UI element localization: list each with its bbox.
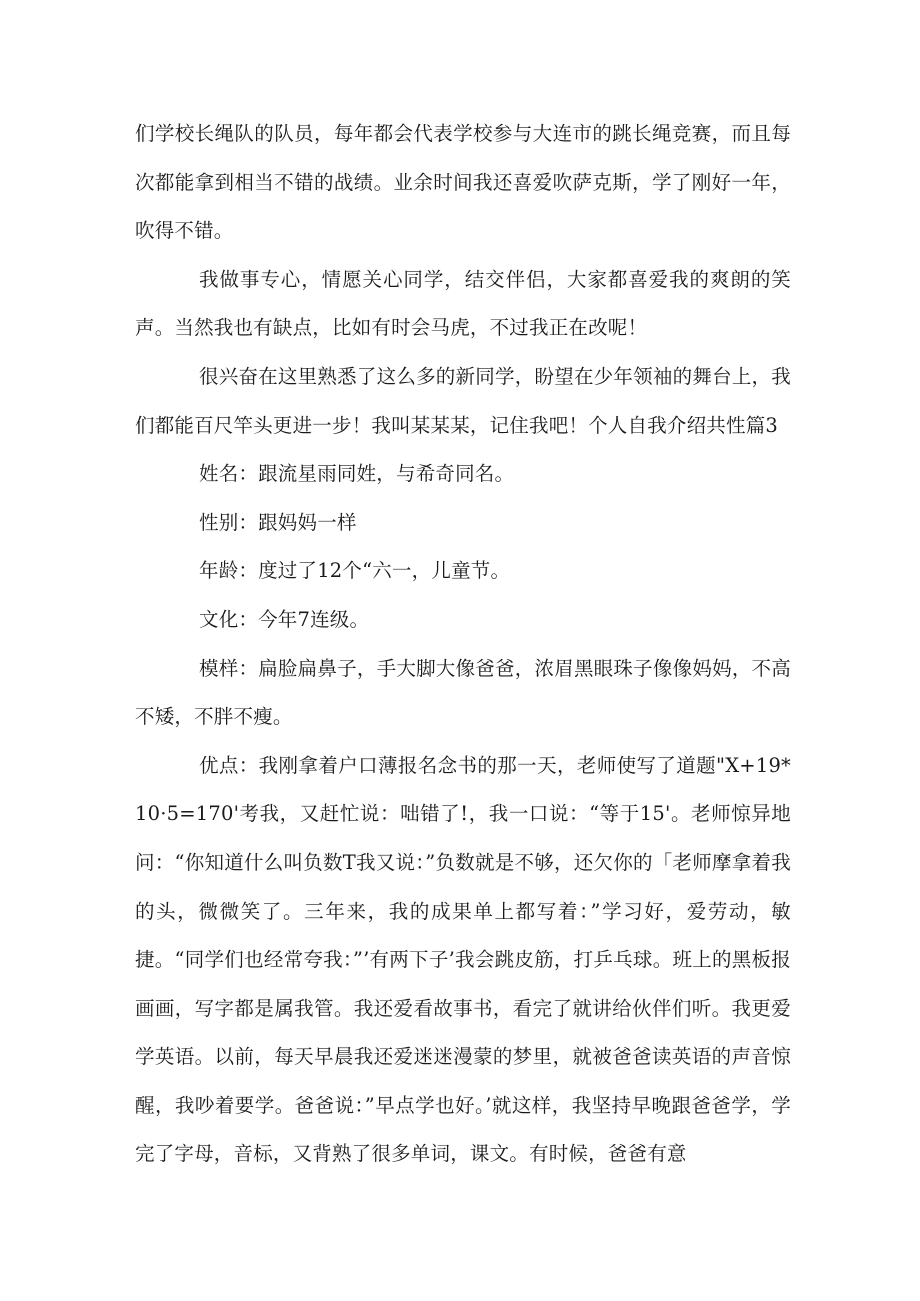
field-gender: 性别：跟妈妈一样 [199, 510, 357, 534]
field-age: 年龄：度过了12个“六一，儿童节。 [199, 559, 511, 583]
paragraph: 很兴奋在这里熟悉了这么多的新同学，盼望在少年领袖的舞台上，我们都能百尺竿头更进一步！我叫某某某，记住我吧！个人自我介绍共性篇3 [135, 364, 791, 437]
paragraph: 们学校长绳队的队员，每年都会代表学校参与大连市的跳长绳竞赛，而且每次都能拿到相当不错的战绩。业余时间我还喜爱吹萨克斯，学了刚好一年，吹得不错。 [135, 122, 791, 243]
field-strengths: 优点：我刚拿着户口薄报名念书的那一天，老师使写了道题"X+19*10·5=170'考我，又赶忙说：咄错了!，我一口说：“等于15'。老师惊异地问：“你知道什么叫负数T我又说：”负数就是不够，还欠你的「老师摩拿着我的头，微微笑了。三年来，我的成果单上都写着：”学习好，爱劳动，敏捷。“同学们也经常夸我：”’有两下子’我会跳皮筋，打乒乓球。班上的黑板报画画，写字都是属我管。我还爱看故事书，看完了就讲给伙伴们听。我更爱学英语。以前，每天早晨我还爱迷迷漫蒙的梦里，就被爸爸读英语的声音惊醒，我吵着要学。爸爸说：”早点学也好。’就这样，我坚持早晚跟爸爸学，学完了字母，音标，又背熟了很多单词，课文。有时候，爸爸有意 [135, 753, 791, 1166]
document-body [135, 110, 791, 1179]
field-appearance: 模样：扁脸扁鼻子，手大脚大像爸爸，浓眉黑眼珠子像像妈妈，不高不矮，不胖不瘦。 [135, 656, 791, 729]
paragraph: 我做事专心，情愿关心同学，结交伴侣，大家都喜爱我的爽朗的笑声。当然我也有缺点，比如有时会马虎，不过我正在改呢！ [135, 267, 791, 340]
field-name: 姓名：跟流星雨同姓，与希奇同名。 [199, 462, 515, 486]
field-education: 文化：今年7连级。 [199, 607, 370, 631]
